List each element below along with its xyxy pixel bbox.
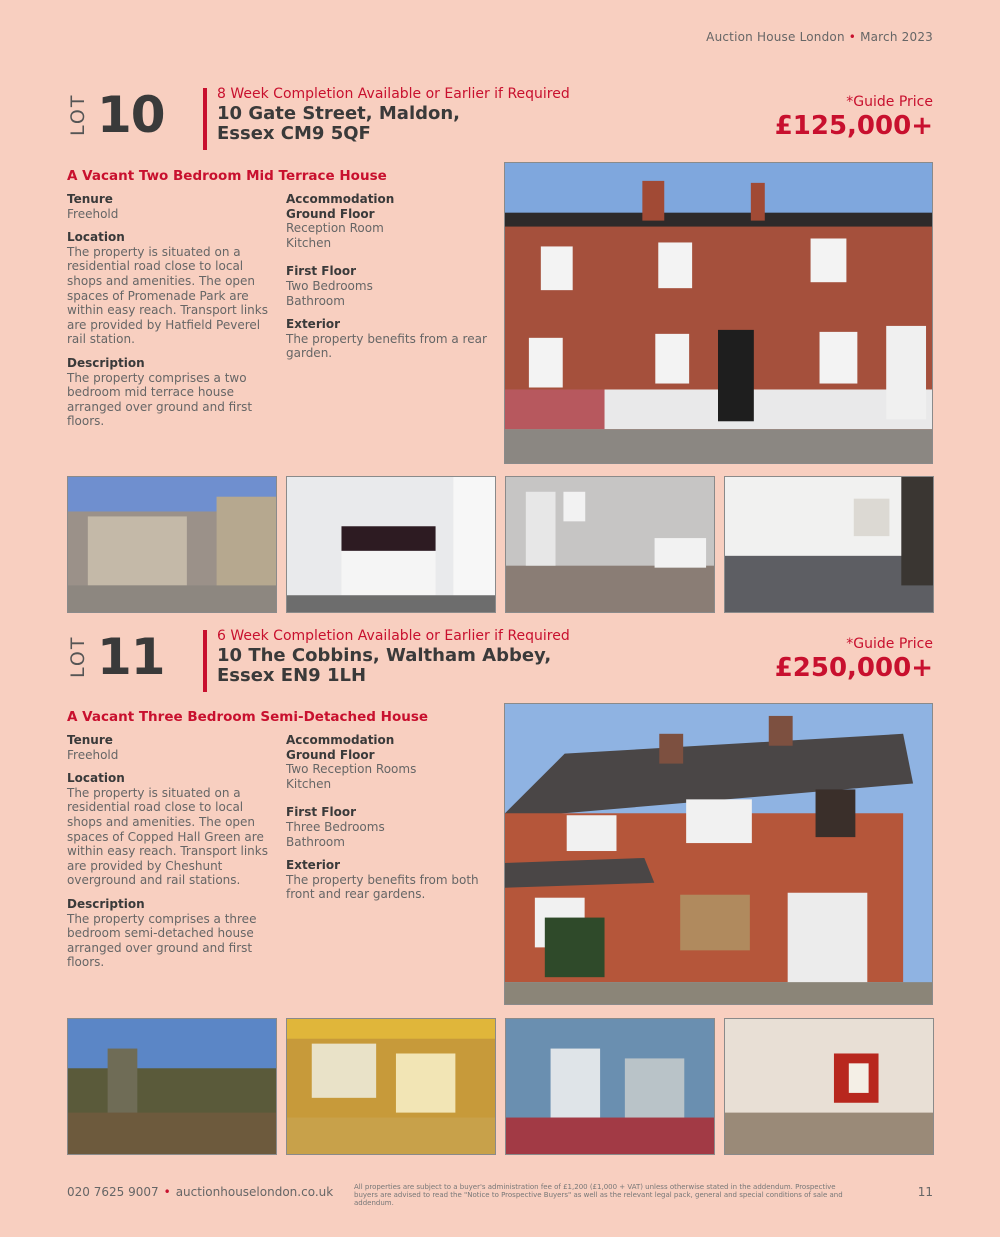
property-subtitle: A Vacant Three Bedroom Semi-Detached House	[67, 709, 429, 725]
location-text: The property is situated on a residential road close to local shops and amenities. The open spaces of Promenade Park are within easy reach. Transport links are provided by Hatfield Peverel rail station.	[67, 244, 268, 347]
semi-detached-house-image	[505, 704, 932, 1004]
terrace-house-image	[505, 163, 932, 463]
website-link[interactable]: auctionhouselondon.co.uk	[175, 1185, 334, 1199]
completion-note: 8 Week Completion Available or Earlier if Required	[217, 86, 570, 102]
lot-header	[67, 630, 933, 700]
first-floor-item: Bathroom	[286, 834, 345, 849]
accommodation-heading: Accommodation	[286, 733, 395, 747]
lot-word: LOT	[67, 635, 89, 678]
description-text: The property comprises a two bedroom mid terrace house arranged over ground and first floors.	[67, 370, 253, 429]
ground-floor-heading: Ground Floor	[286, 747, 375, 762]
photo-thumbnails	[67, 1018, 933, 1155]
main-property-photo	[504, 703, 933, 1005]
details-column	[67, 192, 279, 438]
address-line-1: 10 The Cobbins, Waltham Abbey,	[217, 645, 552, 666]
issue-date: March 2023	[860, 30, 933, 44]
address-line-2: Essex EN9 1LH	[217, 665, 367, 686]
photo-thumbnails	[67, 476, 933, 613]
location-heading: Location	[67, 230, 125, 245]
accommodation-column	[286, 733, 491, 902]
ground-floor-heading: Ground Floor	[286, 206, 375, 221]
property-address	[217, 646, 551, 686]
accent-bar	[203, 630, 207, 692]
first-floor-item: Two Bedrooms	[286, 278, 373, 293]
first-floor-item: Bathroom	[286, 293, 345, 308]
location-heading: Location	[67, 771, 125, 786]
yellow-room-photo	[286, 1018, 496, 1155]
location-text: The property is situated on a residential road close to local shops and amenities. The open spaces of Copped Hall Green are within easy reach. Transport links are provided by Cheshunt overground and rail stations.	[67, 785, 268, 888]
footer-disclaimer: All properties are subject to a buyer's administration fee of £1,200 (£1,000 + VAT) unless otherwise stated in the addendum. Prospective buyers are advised to read the "Notice to Prospective Buyers" as well as the relevant legal pack, general and special conditions of sale and addendum.	[354, 1183, 843, 1208]
lot-number: 10	[97, 86, 165, 144]
separator-dot: •	[163, 1185, 171, 1199]
lot-11	[67, 630, 933, 1021]
property-address	[217, 104, 460, 144]
lot-number: 11	[97, 628, 165, 686]
completion-note: 6 Week Completion Available or Earlier if Required	[217, 628, 570, 644]
bedroom-photo	[724, 476, 934, 613]
tenure-value: Freehold	[67, 206, 119, 221]
guide-price-label: *Guide Price	[846, 636, 933, 652]
description-heading: Description	[67, 355, 145, 370]
first-floor-item: Three Bedrooms	[286, 819, 385, 834]
main-property-photo	[504, 162, 933, 464]
exterior-text: The property benefits from a rear garden.	[286, 331, 487, 361]
footer-contact	[67, 1185, 333, 1199]
accent-bar	[203, 88, 207, 150]
ground-floor-item: Two Reception Rooms	[286, 762, 417, 777]
separator-dot: •	[848, 30, 857, 44]
page-number: 11	[917, 1185, 933, 1199]
lounge-photo	[505, 1018, 715, 1155]
ground-floor-item: Kitchen	[286, 776, 332, 791]
accommodation-heading: Accommodation	[286, 192, 395, 206]
exterior-text: The property benefits from both front and rear gardens.	[286, 872, 479, 902]
details-column	[67, 733, 279, 979]
exterior-heading: Exterior	[286, 317, 341, 332]
page-footer	[67, 1183, 933, 1213]
empty-room-photo	[724, 1018, 934, 1155]
reception-room-photo	[505, 476, 715, 613]
lot-10	[67, 88, 933, 480]
tenure-heading: Tenure	[67, 733, 113, 747]
garden-photo	[67, 476, 277, 613]
lot-word: LOT	[67, 93, 89, 136]
first-floor-heading: First Floor	[286, 264, 357, 279]
lot-content	[67, 168, 933, 480]
description-text: The property comprises a three bedroom semi-detached house arranged over ground and first floors.	[67, 911, 257, 970]
first-floor-heading: First Floor	[286, 805, 357, 820]
property-subtitle: A Vacant Two Bedroom Mid Terrace House	[67, 168, 387, 184]
kitchen-photo	[286, 476, 496, 613]
phone-number: 020 7625 9007	[67, 1185, 159, 1199]
lot-header	[67, 88, 933, 158]
tenure-heading: Tenure	[67, 192, 113, 206]
accommodation-column	[286, 192, 491, 361]
exterior-heading: Exterior	[286, 858, 341, 873]
guide-price-label: *Guide Price	[846, 94, 933, 110]
page-header	[706, 30, 933, 44]
description-heading: Description	[67, 896, 145, 911]
guide-price: £125,000+	[774, 111, 933, 141]
ground-floor-item: Kitchen	[286, 235, 332, 250]
ground-floor-item: Reception Room	[286, 221, 384, 236]
address-line-1: 10 Gate Street, Maldon,	[217, 103, 461, 124]
address-line-2: Essex CM9 5QF	[217, 123, 371, 144]
tenure-value: Freehold	[67, 747, 119, 762]
guide-price: £250,000+	[774, 653, 933, 683]
overgrown-garden-photo	[67, 1018, 277, 1155]
lot-content	[67, 709, 933, 1021]
publisher-name: Auction House London	[706, 30, 845, 44]
